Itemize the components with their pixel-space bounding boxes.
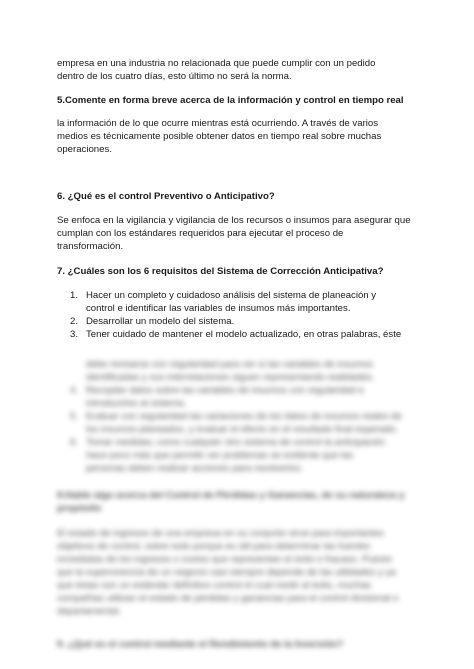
section-6-line-3: transformación. (57, 241, 124, 252)
section-7-list-continued (57, 358, 428, 475)
list-number: 6. (70, 437, 79, 448)
list-number: 3. (70, 329, 79, 340)
blurred-preview-region (57, 358, 428, 651)
list-number: 2. (70, 316, 79, 327)
section-6-body (57, 214, 424, 253)
section-5-line-3: operaciones. (57, 144, 112, 155)
section-7-list (70, 289, 424, 341)
list-item (70, 289, 424, 315)
section-6-line-2: cumplan con los estándares requeridos para ejecutar el proceso de (57, 228, 344, 239)
list-item-line: Tomar medidas; como cualquier otro sistema de control la anticipación (86, 437, 386, 448)
list-item (70, 436, 428, 475)
list-item-line: identificadas y sus interrelaciones siguen representando realidades. (86, 372, 375, 383)
section-8-line: departamental. (57, 606, 121, 617)
list-number: 5. (70, 411, 79, 422)
intro-paragraph (57, 57, 424, 83)
list-item-line: hace poco más que permitir ver problemas se evidente que las (86, 450, 354, 461)
list-item-line: Recopilar datos sobre las variables de insumos con regularidad e (86, 385, 364, 396)
section-7-heading: 7. ¿Cuáles son los 6 requisitos del Sistema de Corrección Anticipativa? (57, 266, 384, 277)
section-6-line-1: Se enfoca en la vigilancia y vigilancia de los recursos o insumos para asegurar que (57, 215, 411, 226)
list-item-line: los insumos planeados, y evaluar el efecto en el resultado final esperado. (86, 424, 398, 435)
section-5-line-2: medios es técnicamente posible obtener datos en tiempo real sobre muchas (57, 131, 382, 142)
list-item-line: Evaluar con regularidad las variaciones de los datos de insumos reales de (86, 411, 402, 422)
list-item-line: Desarrollar un modelo del sistema. (86, 316, 235, 327)
intro-line-2: dentro de los cuatro días, esto último no será la norma. (57, 71, 292, 82)
list-item (70, 384, 428, 410)
section-5-heading: 5.Comente en forma breve acerca de la información y control en tiempo real (57, 95, 404, 106)
section-8-line: inmediatas de los ingresos o costos que representan el éxito o fracaso. Puesto (57, 554, 392, 565)
intro-line-1: empresa en una industria no relacionada que puede cumplir con un pedido (57, 58, 376, 69)
list-item-line: personas deben realizar acciones para resolverlos. (86, 463, 304, 474)
section-6 (57, 190, 424, 203)
section-8-heading: 8.Hable algo acerca del Control de Pérdidas y Ganancias, de su naturaleza y propósito (57, 490, 405, 514)
list-number: 1. (70, 290, 79, 301)
list-item (70, 315, 424, 328)
list-item-line: Hacer un completo y cuidadoso análisis del sistema de planeación y (86, 290, 377, 301)
list-number: 4. (70, 385, 79, 396)
list-item-line: introducirlos al sistema. (86, 398, 187, 409)
section-5-line-1: la información de lo que ocurre mientras está ocurriendo. A través de varios (57, 118, 379, 129)
section-5-body (57, 117, 424, 156)
section-5 (57, 94, 424, 107)
section-8-line: que la supervivencia de un negocio casi siempre depende de las utilidades y ya (57, 567, 396, 578)
list-item-line: control e identificar las variables de insumos más importantes. (86, 303, 351, 314)
list-item-line: debe revisarse con regularidad para ver si las variables de insumos (86, 359, 373, 370)
list-item (70, 328, 424, 341)
section-8-line: El estado de ingresos de una empresa en su conjunto sirve para importantes (57, 528, 384, 539)
section-8-line: compañías utilizan el estado de pérdidas y ganancias para el control divisional o (57, 593, 399, 604)
section-8-body (57, 527, 428, 618)
section-8-line: que éstas son un estándar definitivo control el cual medir al éxito, muchas (57, 580, 372, 591)
section-8-line: objetivos de control, sobre todo porque es útil para determinar las fuentes (57, 541, 371, 552)
section-6-heading: 6. ¿Qué es el control Preventivo o Anticipativo? (57, 191, 275, 202)
list-item-line: Tener cuidado de mantener el modelo actualizado, en otras palabras, éste (86, 329, 402, 340)
list-item (70, 410, 428, 436)
section-9-heading: 9. ¿Qué es el control mediante el Rendimiento de la Inversión? (57, 639, 344, 650)
section-7 (57, 265, 424, 278)
